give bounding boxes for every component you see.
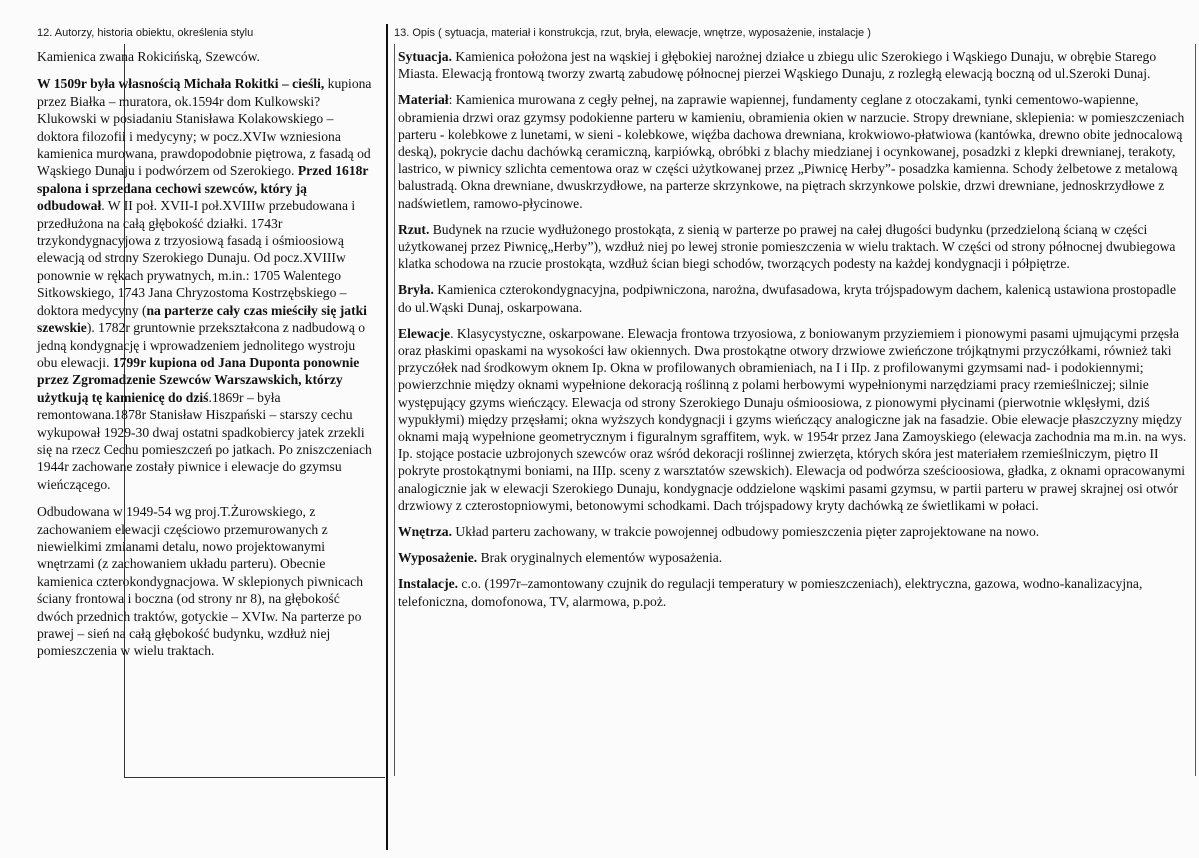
rzut-text: Budynek na rzucie wydłużonego prostokąta, z sienią w parterze po prawej na całej długości budynku (przedzieloną ścianą w części użytkowanej przez Piwnicę„Herby”), wzdłuż niej po lewej stronie pomieszczenia w wielu traktach. W części od strony północnej dwubiegowa klatka schodowa na rzucie prostokąta, wzdłuż ścian biegi schodów, tworzących podesty na każdej kondygnacji i półpiętrze. bbox=[398, 221, 1176, 272]
section-wyposazenie bbox=[398, 549, 1188, 566]
history-paragraph bbox=[37, 75, 377, 493]
section-wnetrza bbox=[398, 523, 1188, 540]
history-bold-3: na parterze cały czas mieściły się jatki szewskie bbox=[37, 302, 367, 336]
section-sytuacja bbox=[398, 48, 1188, 82]
history-text-2: . W II poł. XVII-I poł.XVIIIw przebudowana i przedłużona na całą głębokość działki. 1743r trzykondygnacyjowa z trzyosiową fasadą i ośmioosiową elewacją od strony Szerokiego Dunaju. Od pocz.XVIIIw ponownie w rękach prywatnych, m.in.: 1705 Walentego Sitkowskiego, 1743 Jana Chryzostoma Kostrzębskiego – doktora medycyny ( bbox=[37, 198, 356, 318]
building-name: Kamienica zwana Rokicińską, Szewców. bbox=[37, 49, 260, 64]
elewacje-label: Elewacje bbox=[398, 325, 451, 341]
wnetrza-text: Układ parteru zachowany, w trakcie powojennej odbudowy pomieszczenia pięter zaprojektowane na nowo. bbox=[451, 524, 1040, 540]
section-bryla bbox=[398, 281, 1188, 315]
wyposazenie-label: Wyposażenie. bbox=[398, 550, 478, 566]
description-column bbox=[398, 48, 1188, 619]
history-text-3: ). 1782r gruntownie przekształcona z nadbudową o jedną kondygnację i wprowadzeniem jednolitego wystroju obu elewacji. bbox=[37, 320, 366, 370]
history-bold-2: Przed 1618r spalona i sprzedana cechowi szewców, który ją odbudował bbox=[37, 163, 369, 214]
reconstruction-paragraph: Odbudowana w 1949-54 wg proj.T.Żurowskiego, z zachowaniem elewacji częściowo przemurowanych z niewielkimi zmianami detalu, nowo projektowanymi wnętrzami (z zachowaniem układu parteru). Obecnie kamienica czterokondygnacjowa. W sklepionych piwnicach ściany frontowa i boczna (od strony nr 8), na głębokość dwóch przednich traktów, gotyckie – XVIw. Na parterze po prawej – sień na całą głębokość budynku, wzdłuż niej pomieszczenia w wielu traktach. bbox=[37, 504, 364, 659]
history-text-1: kupiona przez Białka – muratora, ok.1594r dom Kulkowski? Klukowski w posiadaniu Stanisława Kolakowskiego – doktora filozofii i medycyny; w pocz.XVIw wzniesiona kamienica murowana, prawdopodobnie piętrowa, z fasadą od Wąskiego Dunaju i podwórzem od Szerokiego. bbox=[37, 76, 372, 179]
rzut-label: Rzut. bbox=[398, 221, 430, 237]
wnetrza-label: Wnętrza. bbox=[398, 524, 452, 540]
history-bold-1: W 1509r była własnością Michała Rokitki – cieśli, bbox=[37, 76, 325, 92]
bryla-text: Kamienica czterokondygnacyjna, podpiwniczona, narożna, dwufasadowa, kryta trójspadowym dachem, kalenicą ustawiona prostopadle do ul.Wąski Dunaj, oskarpowana. bbox=[398, 282, 1176, 315]
history-bold-4: 1799r kupiona od Jana Duponta ponownie przez Zgromadzenie Szewców Warszawskich, którzy użytkują tę kamienicę do dziś bbox=[37, 354, 360, 405]
history-column bbox=[37, 48, 377, 670]
history-text-4: .1869r – była remontowana.1878r Stanisław Hiszpański – starszy cechu wykupował 1929-30 dwaj ostatni spadkobiercy jatek zrzekli się na rzecz Cechu pomieszczeń po jatkach. Po zniszczeniach 1944r zachowane zostały piwnice i elewacje do gzymsu wieńczącego. bbox=[37, 389, 372, 492]
section-12-header: 12. Autorzy, historia obiektu, określenia stylu bbox=[37, 27, 254, 39]
sytuacja-label: Sytuacja. bbox=[398, 49, 452, 64]
material-label: Materiał bbox=[398, 92, 449, 108]
section-material bbox=[398, 91, 1188, 211]
sytuacja-text: Kamienica położona jest na wąskiej i głębokiej narożnej działce u zbiegu ulic Szerokiego i Wąskiego Dunaju, w obrębie Starego Miasta. Elewacją frontową tworzy zwartą zabudowę północnej pierzei Wąskiego Dunaju, z rozległą elewacją boczną od ul.Szeroki Dunaj. bbox=[398, 49, 1157, 82]
wyposazenie-text: Brak oryginalnych elementów wyposażenia. bbox=[477, 550, 723, 566]
instalacje-label: Instalacje. bbox=[398, 576, 459, 592]
section-13-header: 13. Opis ( sytuacja, materiał i konstrukcja, rzut, bryła, elewacje, wnętrze, wyposażenie, instalacje ) bbox=[394, 27, 871, 39]
material-text: : Kamienica murowana z cegły pełnej, na zaprawie wapiennej, fundamenty ceglane z otoczakami, tynki cementowo-wapienne, obramienia drzwi oraz gzymsy podokienne parteru w kamieniu, obramienia okien w narzucie. Stropy drewniane, sklepienia: w pomieszczeniach parteru - kolebkowe z lunetami, w sieni - kolebkowe, więźba dachowa drewniana, krokwiowo-płatwiowa (kantówka, drewno obite jednocalową deską), pokrycie dachu dachówką ceramiczną, karpiówką, obróbki z blachy miedzianej i ocynkowanej, posadzki z klepki drewnianej, terakoty, lastrico, w piwnicy szlichta cementowa oraz w części użytkowanej przez „Piwnicę Herby”- posadzka kamienna. Schody żelbetowe z metalową balustradą. Okna drewniane, dwuskrzydłowe, na parterze skrzynkowe, na piętrach skrzynkowe polskie, drzwi drewniane, jednoskrzydłowe z nadświetlem, ramowo-płycinowe. bbox=[398, 92, 1185, 211]
bryla-label: Bryła. bbox=[398, 282, 434, 298]
elewacje-text: . Klasycystyczne, oskarpowane. Elewacja frontowa trzyosiowa, z boniowanym przyziemiem i pionowymi pasami ujmującymi przęsła oraz płaskimi opaskami na wysokości ław okiennych. Dwa prostokątne otwory drzwiowe zwieńczone trójkątnymi przyczółkami, również taki przyczółek nad środkowym oknem Ip. Okna w profilowanych obramieniach, na I i IIp. z profilowanymi gzymsami nad- i podokiennymi; powierzchnie między oknami wypełnione dekoracją roślinną z polami herbowymi wypełnionymi narzędziami pracy rzemieślniczej; silnie występujący gzyms wieńczący. Elewacja od strony Szerokiego Dunaju ośmioosiowa, z pionowymi płycinami (pierwotnie wklęsłymi, dziś wypukłymi) między przęsłami; okna wyższych kondygnacji i gzyms wieńczący analogiczne jak na fasadzie. Obie elewacje płaszczyzny między oknami mają wypełnione geometrycznym i figuralnym sgraffitem, wyk. w 1954r przez Jana Zamoyskiego (elewacja zachodnia ma m.in. na wys. Ip. stojące postacie uzbrojonych szewców oraz wśród dekoracji roślinnej zwierzęta, których skóra jest materiałem rzemieślniczym, piętro II pokryte prostokątnymi boniami, na IIIp. sceny z warsztatów szewskich). Elewacja od podwórza sześcioosiowa, gładka, z oknami opracowanymi analogicznie jak w elewacji Szerokiego Dunaju, kondygnacje oddzielone wąskimi pasami gzymsu, w partii parteru w prawej skrajnej osi otwór drzwiowy z czterostopniowymi, betonowymi schodkami. Dach trójspadowy kryty dachówką ze świetlikami w połaci. bbox=[398, 325, 1187, 513]
section-rzut bbox=[398, 221, 1188, 273]
section-instalacje bbox=[398, 575, 1188, 609]
section-elewacje bbox=[398, 325, 1188, 514]
instalacje-text: c.o. (1997r–zamontowany czujnik do regulacji temperatury w pomieszczeniach), elektryczna, gazowa, wodno-kanalizacyjna, telefoniczna, domofonowa, TV, alarmowa, p.poż. bbox=[398, 576, 1143, 609]
column-divider bbox=[386, 24, 388, 850]
